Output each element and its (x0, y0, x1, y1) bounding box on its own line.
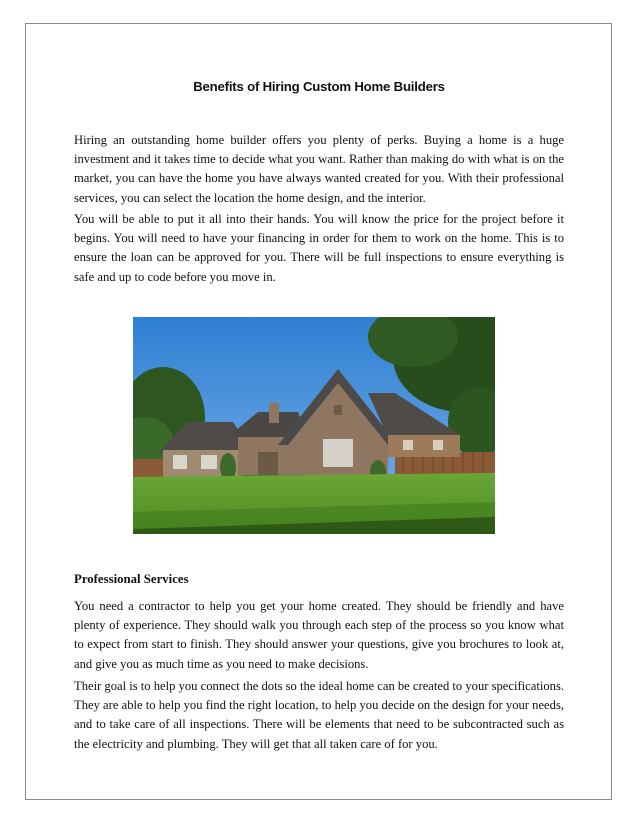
document-title: Benefits of Hiring Custom Home Builders (193, 79, 445, 94)
section-paragraph-1: You need a contractor to help you get your home created. They should be friendly and have plenty of experience. They should walk you through each step of the process so you know what to expect from start to finish. They should answer your questions, give you brochures to look at, and give you as much time as you need to make decisions. (74, 599, 564, 671)
house-photo (133, 317, 495, 534)
intro-paragraph-1: Hiring an outstanding home builder offers you plenty of perks. Buying a home is a huge investment and it takes time to decide what you want. Rather than making do with what is on the market, you can have the home you have always wanted created for you. With their professional services, you can select the location the home design, and the interior. (74, 133, 564, 205)
section-paragraph-2: Their goal is to help you connect the dots so the ideal home can be created to your specifications. They are able to help you find the right location, to help you decide on the design for your needs, and to take care of all inspections. There will be elements that need to be subcontracted such as the electricity and plumbing. They will get that all taken care of for you. (74, 679, 564, 751)
intro-paragraph-2: You will be able to put it all into their hands. You will know the price for the project before it begins. You will need to have your financing in order for them to work on the home. This is to ensure the loan can be approved for you. There will be full inspections to ensure everything is safe and up to code before you move in. (74, 212, 564, 284)
section-heading: Professional Services (74, 572, 189, 586)
